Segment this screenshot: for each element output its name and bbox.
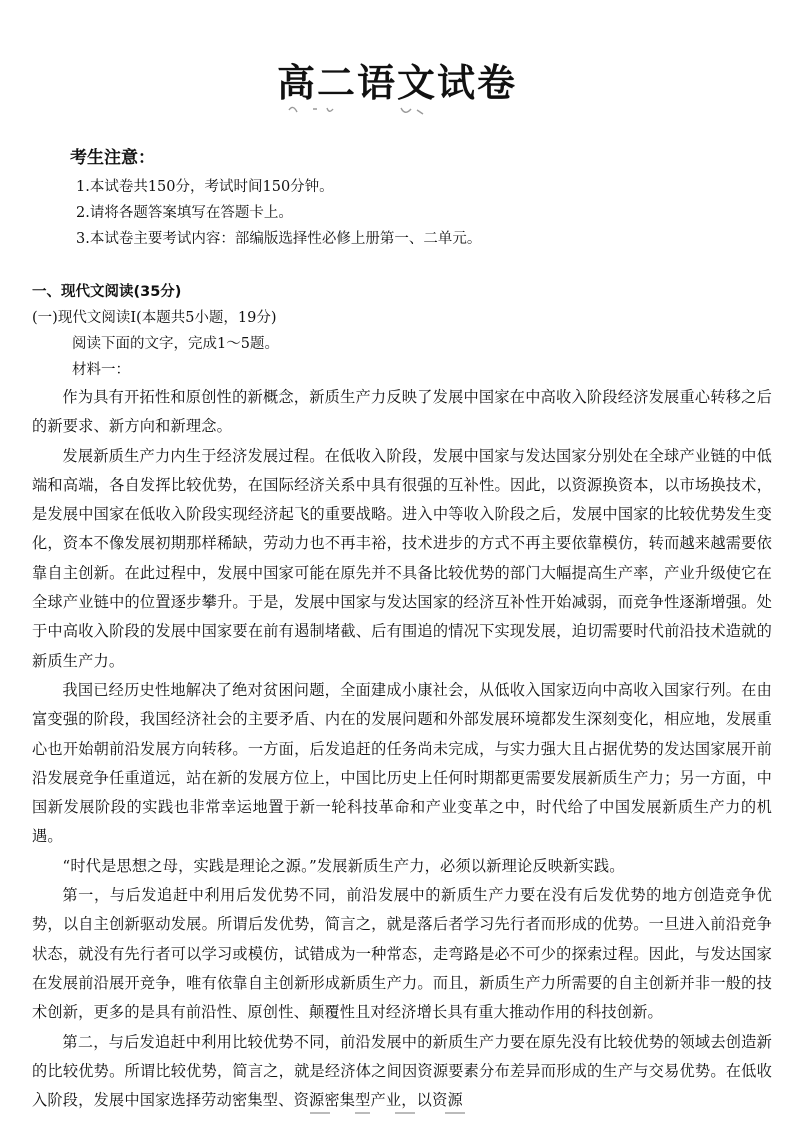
footer-smudge [300, 1108, 500, 1118]
paragraph: 第一，与后发追赶中利用后发优势不同，前沿发展中的新质生产力要在没有后发优势的地方创造竞争优势，以自主创新驱动发展。所谓后发优势，简言之，就是落后者学习先行者而形成的优势。一旦进入前沿竞争状态，就没有先行者可以学习或模仿，试错成为一种常态，走弯路是必不可少的探索过程。因此，与发达国家在发展前沿展开竞争，唯有依靠自主创新形成新质生产力。而且，新质生产力所需要的自主创新并非一般的技术创新，更多的是具有前沿性、原创性、颠覆性且对经济增长具有重大推动作用的科技创新。 [32, 886, 772, 1022]
material-label: 材料一： [72, 362, 130, 378]
paragraph: 我国已经历史性地解决了绝对贫困问题，全面建成小康社会，从低收入国家迈向中高收入国家行列。在由富变强的阶段，我国经济社会的主要矛盾、内在的发展问题和外部发展环境都发生深刻变化，相应地，发展重心也开始朝前沿发展方向转移。一方面，后发追赶的任务尚未完成，与实力强大且占据优势的发达国家展开前沿发展竞争任重道远，站在新的发展方位上，中国比历史上任何时期都更需要发展新质生产力；另一方面，中国新发展阶段的实践也非常幸运地置于新一轮科技革命和产业变革之中，时代给了中国发展新质生产力的机遇。 [32, 680, 772, 846]
paragraph: “时代是思想之母，实践是理论之源。”发展新质生产力，必须以新理论反映新实践。 [62, 856, 625, 875]
exam-notice [70, 143, 720, 252]
notice-heading: 考生注意： [70, 148, 155, 168]
section-instruction: 阅读下面的文字，完成1～5题。 [72, 336, 279, 352]
paragraph: 作为具有开拓性和原创性的新概念，新质生产力反映了发展中国家在中高收入阶段经济发展重心转移之后的新要求、新方向和新理念。 [32, 388, 772, 436]
notice-item: 1.本试卷共150分，考试时间150分钟。 [76, 179, 334, 195]
scan-smudge [283, 100, 443, 122]
notice-item: 2.请将各题答案填写在答题卡上。 [76, 205, 293, 221]
section-heading: 一、现代文阅读(35分) [32, 284, 182, 300]
paragraph: 第二，与后发追赶中利用比较优势不同，前沿发展中的新质生产力要在原先没有比较优势的领域去创造新的比较优势。所谓比较优势，简言之，就是经济体之间因资源要素分布差异而形成的生产与交易优势。在低收入阶段，发展中国家选择劳动密集型、资源密集型产业，以资源 [32, 1032, 772, 1110]
notice-item: 3.本试卷主要考试内容：部编版选择性必修上册第一、二单元。 [76, 231, 482, 247]
section-subheading: (一)现代文阅读Ⅰ(本题共5小题，19分) [32, 310, 277, 326]
page-title: 高二语文试卷 [276, 61, 517, 105]
paragraph: 发展新质生产力内生于经济发展过程。在低收入阶段，发展中国家与发达国家分别处在全球产业链的中低端和高端，各自发挥比较优势，在国际经济关系中具有很强的互补性。因此，以资源换资本，以市场换技术，是发展中国家在低收入阶段实现经济起飞的重要战略。进入中等收入阶段之后，发展中国家的比较优势发生变化，资本不像发展初期那样稀缺，劳动力也不再丰裕，技术进步的方式不再主要依靠模仿，转而越来越需要依靠自主创新。在此过程中，发展中国家可能在原先并不具备比较优势的部门大幅提高生产率，产业升级使它在全球产业链中的位置逐步攀升。于是，发展中国家与发达国家的经济互补性开始减弱，而竞争性逐渐增强。处于中高收入阶段的发展中国家要在前有遏制堵截、后有围追的情况下实现发展，迫切需要时代前沿技术造就的新质生产力。 [32, 446, 772, 670]
reading-section [32, 279, 772, 1115]
